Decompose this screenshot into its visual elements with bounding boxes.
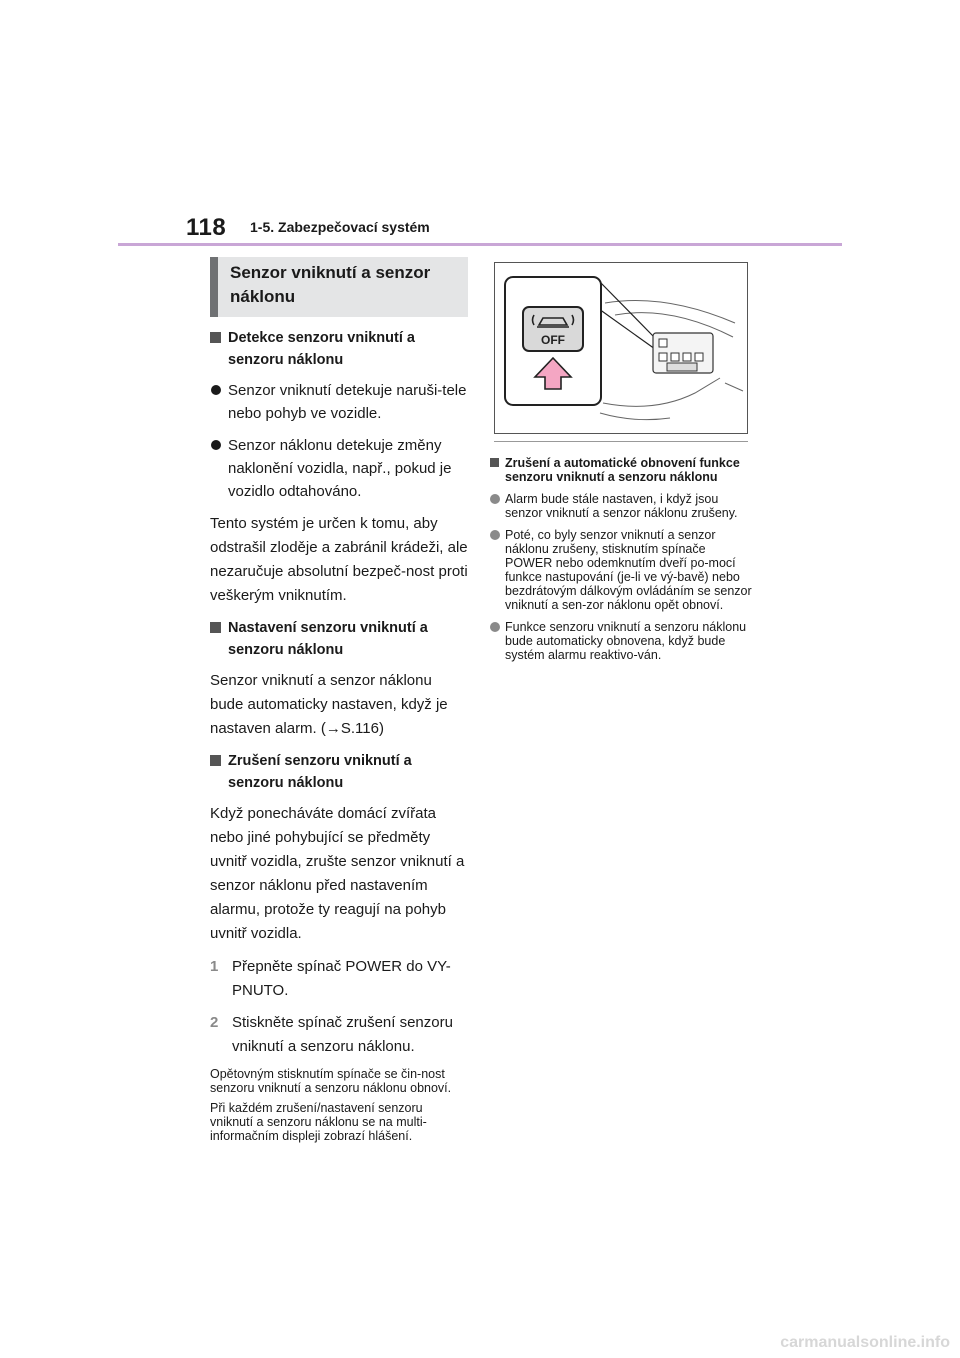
subheading-text: Detekce senzoru vniknutí a senzoru náklonu bbox=[228, 330, 415, 368]
step-text: Stiskněte spínač zrušení senzoru vniknutí a senzoru náklonu. bbox=[232, 1014, 453, 1055]
chapter-title: 1-5. Zabezpečovací systém bbox=[250, 219, 430, 235]
overhead-console-drawing bbox=[495, 263, 747, 433]
subheading-detection bbox=[210, 327, 468, 371]
subheading-text: Zrušení senzoru vniknutí a senzoru náklonu bbox=[228, 753, 412, 791]
page-number: 118 bbox=[186, 214, 227, 241]
right-column bbox=[490, 456, 752, 670]
subheading-text: Nastavení senzoru vniknutí a senzoru náklonu bbox=[228, 620, 428, 658]
bullet-text: Alarm bude stále nastaven, i když jsou senzor vniknutí a senzor náklonu zrušeny. bbox=[505, 492, 738, 520]
bullet-dot-icon bbox=[490, 530, 500, 540]
subheading-cancel bbox=[210, 750, 468, 794]
square-bullet-icon bbox=[210, 332, 221, 343]
square-bullet-icon bbox=[210, 622, 221, 633]
bullet-item bbox=[490, 492, 752, 520]
square-bullet-icon bbox=[210, 755, 221, 766]
note-text: Při každém zrušení/nastavení senzoru vniknutí a senzoru náklonu se na multi-informačním displeji zobrazí hlášení. bbox=[210, 1101, 427, 1143]
paragraph: Když ponecháváte domácí zvířata nebo jiné pohybující se předměty uvnitř vozidla, zrušte senzor vniknutí a senzor náklonu před nastavením alarmu, protože ty reagují na pohyb uvnitř vozidla. bbox=[210, 805, 465, 942]
section-title: Senzor vniknutí a senzor náklonu bbox=[230, 263, 431, 306]
square-bullet-icon bbox=[490, 458, 499, 467]
bullet-dot-icon bbox=[490, 494, 500, 504]
switch-illustration bbox=[494, 262, 748, 434]
off-button-label: OFF bbox=[541, 333, 565, 347]
off-button bbox=[523, 307, 583, 351]
paragraph: Senzor vniknutí a senzor náklonu bude automaticky nastaven, když je nastaven alarm. (→S.116) bbox=[210, 672, 448, 737]
figure-divider bbox=[494, 441, 748, 442]
paragraph: Tento systém je určen k tomu, aby odstrašil zloděje a zabránil krádeži, ale nezaručuje absolutní bezpeč-nost proti veškerým vniknutím. bbox=[210, 515, 468, 604]
watermark-logo: carmanualsonline.info bbox=[780, 1334, 950, 1351]
subheading-text: Zrušení a automatické obnovení funkce senzoru vniknutí a senzoru náklonu bbox=[505, 456, 740, 484]
step-number: 2 bbox=[210, 1014, 219, 1031]
bullet-text: Senzor vniknutí detekuje naruši-tele nebo pohyb ve vozidle. bbox=[228, 382, 467, 422]
bullet-text: Senzor náklonu detekuje změny naklonění vozidla, např., pokud je vozidlo odtahováno. bbox=[228, 437, 452, 500]
note-text: Opětovným stisknutím spínače se čin-nost senzoru vniknutí a senzoru náklonu obnoví. bbox=[210, 1067, 452, 1095]
step-item bbox=[210, 1011, 468, 1059]
left-column bbox=[210, 257, 468, 1149]
section-header bbox=[210, 257, 468, 317]
step-item bbox=[210, 955, 468, 1003]
bullet-item bbox=[490, 528, 752, 612]
bullet-text: Poté, co byly senzor vniknutí a senzor náklonu zrušeny, stisknutím spínače POWER nebo odemknutím dveří po-mocí funkce nastupování (je-li ve vý-bavě) nebo bezdrátovým dálkovým ovládáním se senzor vniknutí a sen-zor náklonu opět obnoví. bbox=[505, 528, 752, 612]
header-rule bbox=[118, 243, 842, 246]
step-text: Přepněte spínač POWER do VY-PNUTO. bbox=[232, 958, 451, 999]
bullet-dot-icon bbox=[211, 440, 221, 450]
subheading-cancel-restore bbox=[490, 456, 752, 484]
bullet-item bbox=[490, 620, 752, 662]
bullet-dot-icon bbox=[211, 385, 221, 395]
bullet-text: Funkce senzoru vniknutí a senzoru náklonu bude automaticky obnovena, když bude systém alarmu reaktivo-ván. bbox=[505, 620, 747, 662]
bullet-dot-icon bbox=[490, 622, 500, 632]
step-number: 1 bbox=[210, 958, 219, 975]
bullet-item bbox=[210, 379, 468, 425]
bullet-item bbox=[210, 434, 468, 503]
switch-panel bbox=[653, 333, 713, 373]
subheading-setting bbox=[210, 617, 468, 661]
